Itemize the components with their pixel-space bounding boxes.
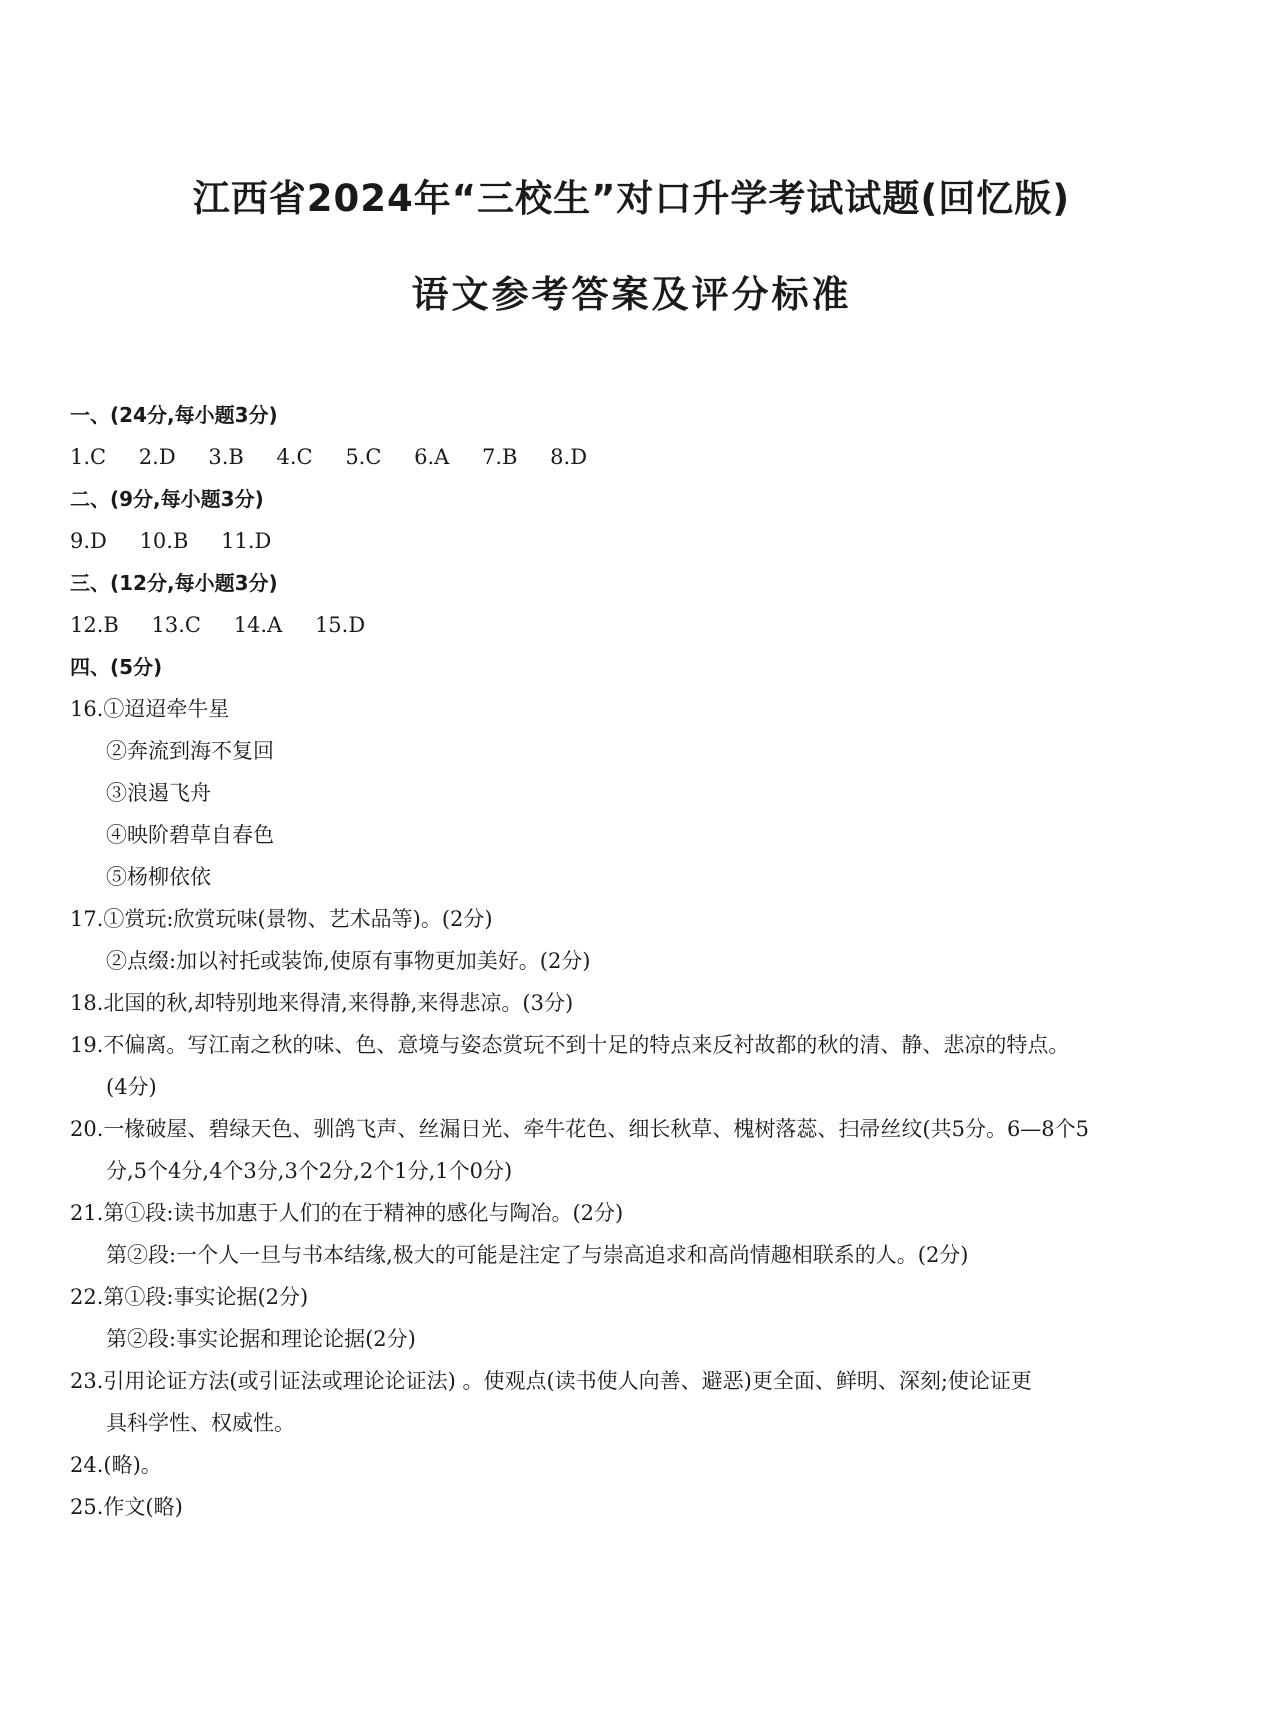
document-title: 江西省2024年“三校生”对口升学考试试题(回忆版) [192,177,1071,220]
q21-answer-2: 第②段:一个人一旦与书本结缘,极大的可能是注定了与崇高追求和高尚情趣相联系的人。(2分) [106,1243,969,1267]
q20-answer-2: 分,5个4分,4个3分,3个2分,2个1分,1个0分) [106,1159,513,1183]
q16-answer-4: ④映阶碧草自春色 [106,823,274,847]
q16-answer-3: ③浪遏飞舟 [106,781,211,805]
section-heading-2: 二、(9分,每小题3分) [70,487,264,511]
answer-item: 11.D [221,529,272,553]
answer-row-3 [70,604,1200,646]
answer-key-body [70,394,1200,1528]
section-heading-1: 一、(24分,每小题3分) [70,403,278,427]
section-heading-3: 三、(12分,每小题3分) [70,571,278,595]
q16-answer-2: ②奔流到海不复回 [106,739,274,763]
answer-item: 1.C [70,445,107,469]
q22-answer-1: 22.第①段:事实论据(2分) [70,1285,309,1309]
answer-row-1 [70,436,1200,478]
document-subtitle: 语文参考答案及评分标准 [411,273,852,316]
answer-item: 2.D [138,445,176,469]
answer-item: 3.B [208,445,244,469]
q25-answer: 25.作文(略) [70,1495,183,1519]
q19-answer-1: 19.不偏离。写江南之秋的味、色、意境与姿态赏玩不到十足的特点来反衬故都的秋的清、静、悲凉的特点。 [70,1033,1070,1057]
q22-answer-2: 第②段:事实论据和理论论据(2分) [106,1327,416,1351]
section-heading-4: 四、(5分) [70,655,163,679]
q23-answer-2: 具科学性、权威性。 [106,1411,295,1435]
q24-answer: 24.(略)。 [70,1453,162,1477]
answer-item: 15.D [314,613,366,637]
q20-answer-1: 20.一椽破屋、碧绿天色、驯鸽飞声、丝漏日光、牵牛花色、细长秋草、槐树落蕊、扫帚丝纹(共5分。6—8个5 [70,1117,1090,1141]
answer-item: 5.C [345,445,382,469]
q18-answer: 18.北国的秋,却特别地来得清,来得静,来得悲凉。(3分) [70,991,574,1015]
answer-item: 14.A [233,613,283,637]
q23-answer-1: 23.引用论证方法(或引证法或理论论证法) 。使观点(读书使人向善、避恶)更全面、鲜明、深刻;使论证更 [70,1369,1032,1393]
answer-item: 4.C [276,445,313,469]
answer-row-2 [70,520,1200,562]
q17-answer-1: 17.①赏玩:欣赏玩味(景物、艺术品等)。(2分) [70,907,493,931]
answer-item: 12.B [70,613,119,637]
q21-answer-1: 21.第①段:读书加惠于人们的在于精神的感化与陶冶。(2分) [70,1201,624,1225]
answer-item: 7.B [482,445,518,469]
q19-answer-2: (4分) [106,1075,157,1099]
q16-answer-1: 16.①迢迢牵牛星 [70,697,230,721]
answer-item: 10.B [139,529,189,553]
answer-item: 6.A [414,445,450,469]
answer-item: 8.D [550,445,588,469]
q17-answer-2: ②点缀:加以衬托或装饰,使原有事物更加美好。(2分) [106,949,591,973]
q16-answer-5: ⑤杨柳依依 [106,865,211,889]
answer-item: 13.C [151,613,201,637]
answer-item: 9.D [70,529,107,553]
